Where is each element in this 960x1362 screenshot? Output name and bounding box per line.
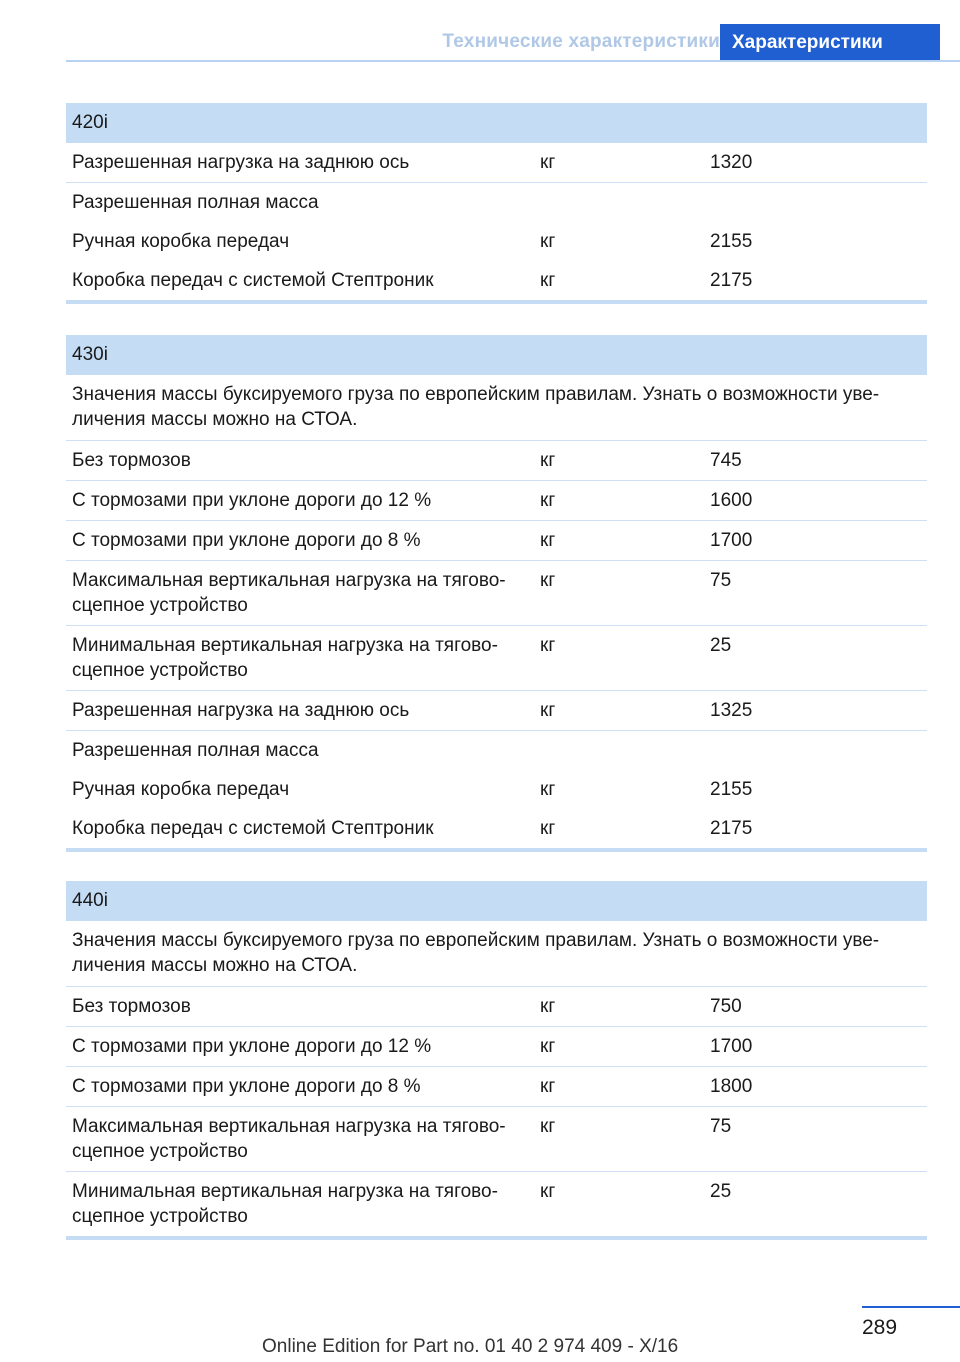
row-label: С тормозами при уклоне дороги до 8 % (72, 530, 421, 551)
row-unit: кг (540, 818, 556, 839)
table-end-rule (66, 1236, 927, 1240)
row-unit: кг (540, 570, 556, 591)
row-unit (540, 183, 710, 222)
row-value: 25 (710, 635, 732, 656)
table-row (66, 691, 927, 731)
table-note: Значения массы буксируемого груза по европейским правилам. Узнать о возможности уве-личения массы можно на СТОА. (66, 375, 927, 441)
row-label: Коробка передач с системой Стептроник (72, 818, 434, 839)
row-unit: кг (540, 635, 556, 656)
table-row (66, 987, 927, 1027)
table-title: 430i (66, 335, 927, 375)
row-label: Минимальная вертикальная нагрузка на тягово-сцепное устройство (72, 635, 498, 681)
row-value: 745 (710, 450, 742, 471)
table-row (66, 1107, 927, 1172)
header-section-title[interactable]: Технические характеристики (442, 31, 720, 52)
row-unit: кг (540, 1181, 556, 1202)
table-end-rule (66, 848, 927, 852)
row-value (710, 183, 927, 222)
table-row (66, 809, 927, 848)
page-header (0, 0, 960, 64)
row-label: Ручная коробка передач (72, 779, 290, 800)
spec-table-420i (66, 103, 927, 304)
spec-table-430i (66, 335, 927, 852)
table-row (66, 1172, 927, 1236)
row-unit: кг (540, 1036, 556, 1057)
row-label: Разрешенная полная масса (72, 192, 319, 213)
row-value: 1800 (710, 1076, 753, 1097)
table-row (66, 731, 927, 770)
row-label: Без тормозов (72, 996, 191, 1017)
table-row (66, 261, 927, 300)
row-unit: кг (540, 231, 556, 252)
row-label: Разрешенная нагрузка на заднюю ось (72, 700, 410, 721)
table-row (66, 183, 927, 222)
row-label: Ручная коробка передач (72, 231, 290, 252)
row-unit: кг (540, 152, 556, 173)
row-value: 75 (710, 570, 732, 591)
row-value: 1320 (710, 152, 753, 173)
row-unit: кг (540, 1116, 556, 1137)
row-label: Максимальная вертикальная нагрузка на тягово-сцепное устройство (72, 1116, 506, 1162)
row-label: Минимальная вертикальная нагрузка на тягово-сцепное устройство (72, 1181, 498, 1227)
table-row (66, 1027, 927, 1067)
row-label: Разрешенная нагрузка на заднюю ось (72, 152, 410, 173)
table-row (66, 441, 927, 481)
row-label: Разрешенная полная масса (72, 740, 319, 761)
header-active-tab[interactable]: Характеристики (720, 24, 940, 62)
row-unit: кг (540, 450, 556, 471)
table-title: 440i (66, 881, 927, 921)
row-value: 1700 (710, 530, 753, 551)
row-unit: кг (540, 490, 556, 511)
table-title: 420i (66, 103, 927, 143)
table-row (66, 770, 927, 809)
header-divider (66, 60, 960, 62)
table-row (66, 481, 927, 521)
table-note: Значения массы буксируемого груза по европейским правилам. Узнать о возможности уве-личения массы можно на СТОА. (66, 921, 927, 987)
row-value (710, 731, 927, 770)
row-value: 2175 (710, 270, 753, 291)
row-value: 2155 (710, 779, 753, 800)
row-label: С тормозами при уклоне дороги до 12 % (72, 490, 432, 511)
table-end-rule (66, 300, 927, 304)
table-row (66, 561, 927, 626)
row-unit: кг (540, 270, 556, 291)
row-unit: кг (540, 779, 556, 800)
row-unit: кг (540, 700, 556, 721)
table-row (66, 521, 927, 561)
row-label: С тормозами при уклоне дороги до 12 % (72, 1036, 432, 1057)
row-value: 1700 (710, 1036, 753, 1057)
row-unit: кг (540, 530, 556, 551)
row-value: 2175 (710, 818, 753, 839)
row-label: С тормозами при уклоне дороги до 8 % (72, 1076, 421, 1097)
row-value: 75 (710, 1116, 732, 1137)
table-row (66, 222, 927, 261)
footer-divider (862, 1306, 960, 1308)
row-unit (540, 731, 710, 770)
spec-table-440i (66, 881, 927, 1240)
row-label: Коробка передач с системой Стептроник (72, 270, 434, 291)
row-value: 2155 (710, 231, 753, 252)
page-number: 289 (862, 1316, 898, 1339)
row-unit: кг (540, 996, 556, 1017)
row-label: Без тормозов (72, 450, 191, 471)
row-value: 1600 (710, 490, 753, 511)
table-row (66, 143, 927, 183)
row-value: 750 (710, 996, 742, 1017)
table-row (66, 1067, 927, 1107)
row-value: 25 (710, 1181, 732, 1202)
table-row (66, 626, 927, 691)
row-unit: кг (540, 1076, 556, 1097)
row-value: 1325 (710, 700, 753, 721)
row-label: Максимальная вертикальная нагрузка на тягово-сцепное устройство (72, 570, 506, 616)
edition-footer: Online Edition for Part no. 01 40 2 974 409 - X/16 (262, 1336, 679, 1357)
